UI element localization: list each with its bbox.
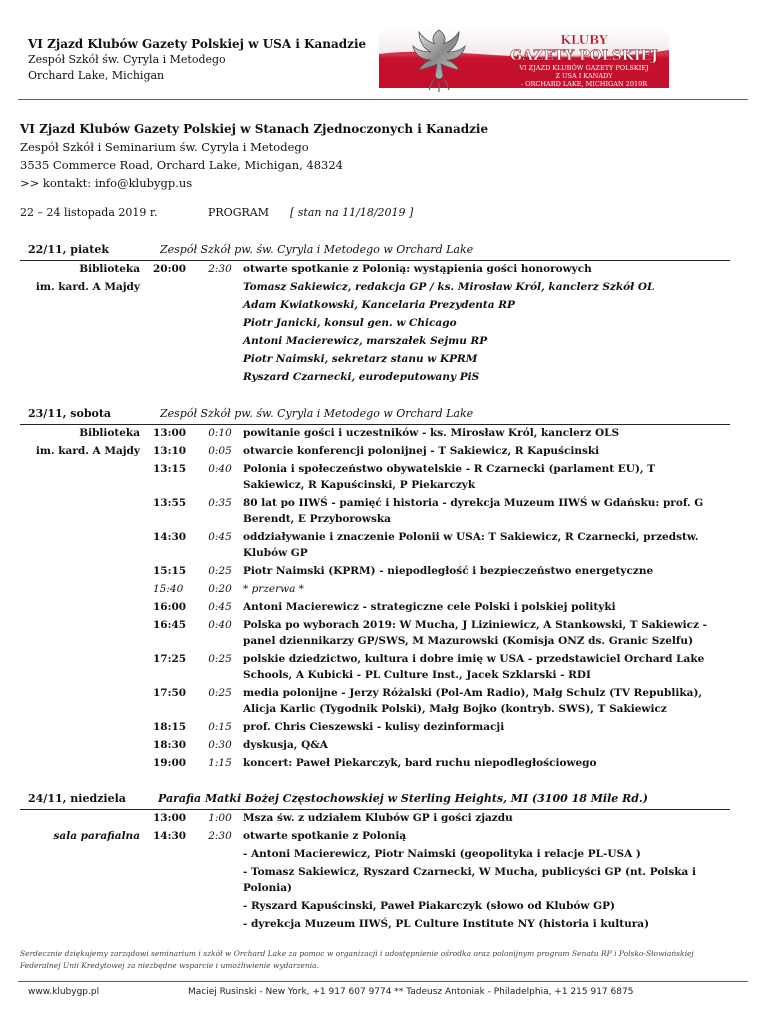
row-time: 17:25	[153, 653, 187, 665]
row-duration: 0:25	[208, 687, 232, 699]
row-description: Antoni Macierewicz - strategiczne cele Polski i polskiej polityki	[243, 601, 616, 613]
row-time: 14:30	[153, 531, 187, 543]
row-duration: 0:30	[208, 739, 232, 751]
row-duration: 0:05	[208, 445, 232, 457]
org-contact[interactable]: >> kontakt: info@klubygp.us	[20, 176, 193, 190]
row-time: 13:15	[153, 463, 187, 475]
row-description: dyskusja, Q&A	[243, 739, 328, 751]
row-duration: 2:30	[208, 830, 232, 842]
day-place: Parafia Matki Bożej Częstochowskiej w Sterling Heights, MI (3100 18 Mile Rd.)	[158, 792, 648, 805]
document-header	[28, 36, 366, 84]
day-place: Zespół Szkół pw. św. Cyryla i Metodego w Orchard Lake	[160, 243, 474, 256]
row-description: polskie dziedzictwo, kultura i dobre imię w USA - przedstawiciel Orchard Lake Schools, A Kubicki - PL Culture Inst., Jacek Szklarski - RDI	[243, 653, 705, 681]
row-time: 19:00	[153, 757, 187, 769]
day-label: 23/11, sobota	[28, 407, 112, 420]
row-description: Piotr Janicki, konsul gen. w Chicago	[243, 317, 457, 329]
event-dates: 22 – 24 listopada 2019 r.	[20, 206, 158, 219]
header-school: Zespół Szkół św. Cyryla i Metodego	[28, 53, 226, 66]
row-time: 18:15	[153, 721, 187, 733]
row-description: media polonijne - Jerzy Różalski (Pol-Am Radio), Małg Schulz (TV Republika), Alicja Karlic (Tygodnik Polski), Małg Bojko (kontryb. SWS), T Sakiewicz	[243, 687, 703, 715]
status-date: [ stan na 11/18/2019 ]	[290, 206, 414, 219]
row-time: 18:30	[153, 739, 187, 751]
org-address: 3535 Commerce Road, Orchard Lake, Michigan, 48324	[20, 158, 343, 172]
organization-block	[20, 120, 488, 192]
row-description: Adam Kwiatkowski, Kancelaria Prezydenta RP	[243, 299, 515, 311]
acknowledgement-note: Serdecznie dziękujemy zarządowi seminarium i szkół w Orchard Lake za pomoc w organizacji i udostępnienie ośrodka oraz polonijnym program Senatu RP i Polsko-Słowiańskiej Federalnej Unii Kredytowej za niezbędne wsparcie i umożliwienie wydarzenia.	[20, 949, 694, 970]
logo-word1: KLUBY	[560, 33, 608, 47]
row-duration: 0:25	[208, 653, 232, 665]
footer-website-link[interactable]: www.klubygp.pl	[28, 987, 100, 997]
row-time: 17:50	[153, 687, 187, 699]
row-time: 13:00	[153, 812, 187, 824]
row-description: powitanie gości i uczestników - ks. Mirosław Król, kanclerz OLS	[243, 427, 620, 439]
row-description: Piotr Naimski, sekretarz stanu w KPRM	[243, 353, 478, 365]
row-description: koncert: Paweł Piekarczyk, bard ruchu niepodległościowego	[243, 757, 597, 769]
logo-sub1: VI ZJAZD KLUBÓW GAZETY POLSKIEJ	[519, 64, 649, 72]
row-time: 20:00	[153, 263, 187, 275]
row-description: otwarcie konferencji polonijnej - T Sakiewicz, R Kapuścinski	[243, 445, 600, 457]
org-title: VI Zjazd Klubów Gazety Polskiej w Stanach Zjednoczonych i Kanadzie	[20, 122, 489, 136]
logo-sub2: Z USA I KANADY	[555, 72, 613, 80]
org-school: Zespół Szkół i Seminarium św. Cyryla i Metodego	[20, 140, 309, 154]
row-duration: 1:00	[208, 812, 232, 824]
row-description: - Tomasz Sakiewicz, Ryszard Czarnecki, W Mucha, publicyści GP (nt. Polska i Polonia)	[243, 866, 696, 894]
row-duration: 0:10	[208, 427, 232, 439]
row-duration: 0:45	[208, 531, 232, 543]
row-duration: 0:40	[208, 619, 232, 631]
logo-sub3: - ORCHARD LAKE, MICHIGAN 2019R	[520, 80, 648, 88]
row-description: - Antoni Macierewicz, Piotr Naimski (geopolityka i relacje PL-USA )	[243, 848, 641, 860]
kluby-gp-logo	[379, 24, 669, 92]
row-description: otwarte spotkanie z Polonią: wystąpienia gości honorowych	[243, 263, 592, 275]
row-description: - dyrekcja Muzeum IIWŚ, PL Culture Institute NY (historia i kultura)	[243, 918, 650, 930]
row-duration: 1:15	[208, 757, 232, 769]
row-duration: 0:35	[208, 497, 232, 509]
row-description: Piotr Naimski (KPRM) - niepodległość i bezpieczeństwo energetyczne	[243, 565, 654, 577]
row-venue: im. kard. A Majdy	[35, 445, 140, 457]
program-label: PROGRAM	[208, 206, 269, 219]
row-duration: 0:40	[208, 463, 232, 475]
row-time: 16:00	[153, 601, 187, 613]
logo-word2: GAZETY POLSKIEJ	[510, 48, 658, 64]
day-label: 24/11, niedziela	[28, 792, 126, 805]
row-venue: im. kard. A Majdy	[35, 281, 140, 293]
row-description: Antoni Macierewicz, marszałek Sejmu RP	[243, 335, 488, 347]
header-title: VI Zjazd Klubów Gazety Polskiej w USA i Kanadzie	[28, 37, 367, 51]
row-description: 80 lat po IIWŚ - pamięć i historia - dyrekcja Muzeum IIWŚ w Gdańsku: prof. G Berendt, E Przyborowska	[243, 497, 704, 525]
row-duration: 0:15	[208, 721, 232, 733]
row-description: prof. Chris Cieszewski - kulisy dezinformacji	[243, 721, 505, 733]
row-description: Polska po wyborach 2019: W Mucha, J Liziniewicz, A Stankowski, T Sakiewicz - panel dziennikarzy GP/SWS, M Mazurowski (Komisja ONZ ds. Granic Szelfu)	[243, 619, 707, 647]
row-duration: 0:45	[208, 601, 232, 613]
row-venue: Biblioteka	[79, 263, 140, 275]
row-description: Msza św. z udziałem Klubów GP i gości zjazdu	[243, 812, 513, 824]
row-description: Polonia i społeczeństwo obywatelskie - R Czarnecki (parlament EU), T Sakiewicz, R Kapuścinski, P Piekarczyk	[243, 463, 656, 491]
row-description: - Ryszard Kapuścinski, Paweł Piakarczyk (słowo od Klubów GP)	[243, 900, 615, 912]
row-time: 15:40	[153, 583, 184, 595]
row-time: 15:15	[153, 565, 187, 577]
row-venue: Biblioteka	[79, 427, 140, 439]
row-time: 13:55	[153, 497, 187, 509]
top-divider	[18, 99, 748, 100]
row-duration: 2:30	[208, 263, 232, 275]
footer-contacts: Maciej Rusinski - New York, +1 917 607 9774 ** Tadeusz Antoniak - Philadelphia, +1 215 917 6875	[188, 987, 634, 997]
day-label: 22/11, piatek	[28, 243, 109, 256]
row-description: Tomasz Sakiewicz, redakcja GP / ks. Mirosław Król, kanclerz Szkół OL	[243, 281, 655, 293]
bottom-divider	[18, 981, 748, 982]
header-location: Orchard Lake, Michigan	[28, 69, 165, 82]
row-time: 13:10	[153, 445, 187, 457]
row-time: 13:00	[153, 427, 187, 439]
row-duration: 0:20	[208, 583, 232, 595]
row-description: * przerwa *	[243, 583, 304, 595]
row-description: oddziaływanie i znaczenie Polonii w USA: T Sakiewicz, R Czarnecki, przedstw. Klubów GP	[243, 531, 699, 559]
day-place: Zespół Szkół pw. św. Cyryla i Metodego w Orchard Lake	[160, 407, 474, 420]
row-venue: sala parafialna	[53, 830, 140, 842]
row-time: 16:45	[153, 619, 187, 631]
row-time: 14:30	[153, 830, 187, 842]
row-description: Ryszard Czarnecki, eurodeputowany PiS	[243, 371, 480, 383]
row-description: otwarte spotkanie z Polonią	[243, 830, 407, 842]
row-duration: 0:25	[208, 565, 232, 577]
